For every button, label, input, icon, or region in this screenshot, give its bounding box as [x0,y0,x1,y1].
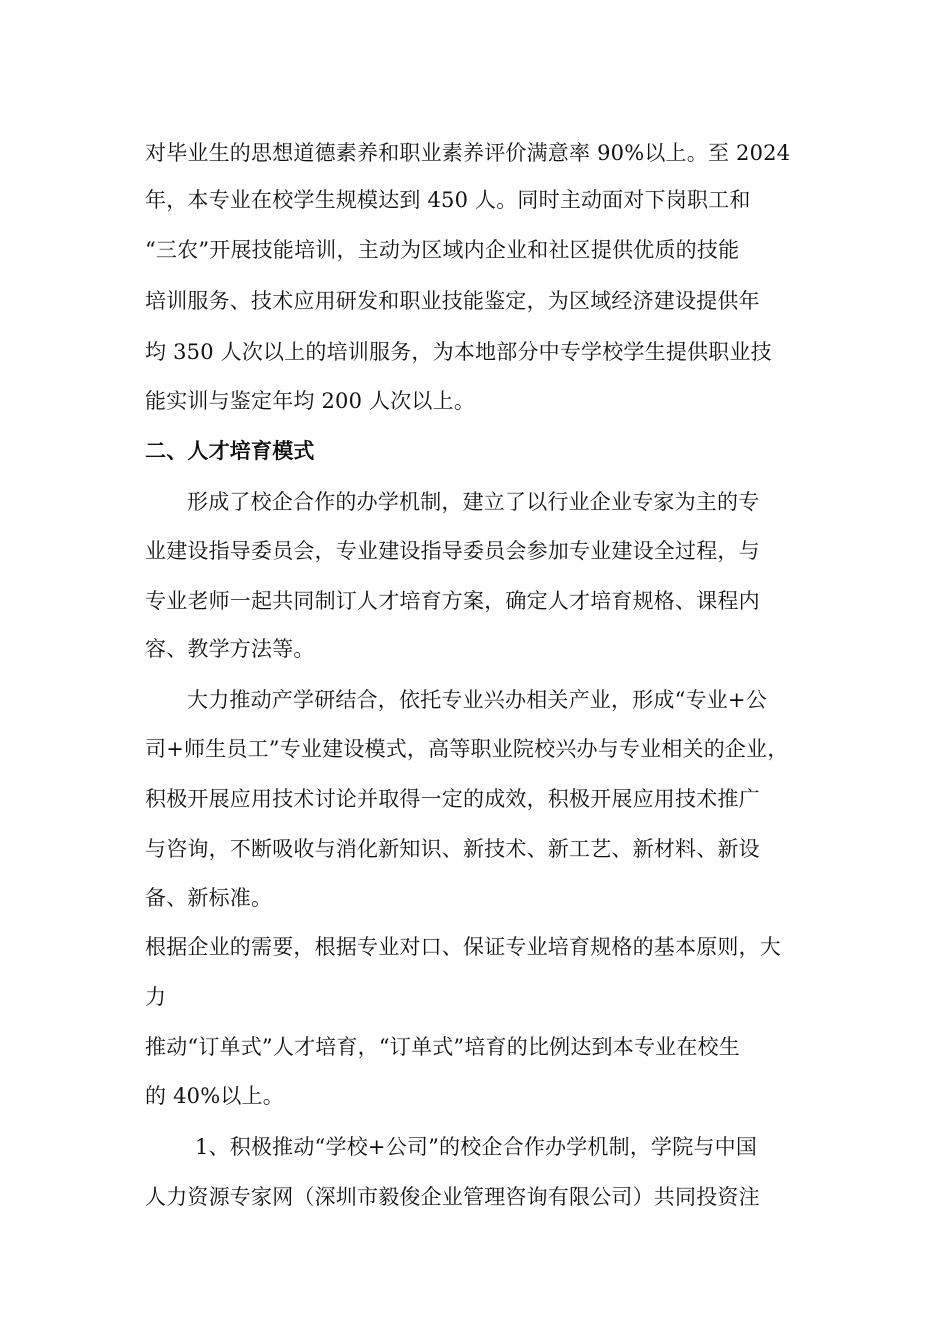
paragraph-line: 备、新标准。 [145,886,273,910]
paragraph-line: 形成了校企合作的办学机制，建立了以行业企业专家为主的专 [187,490,760,514]
section-heading: 二、人才培育模式 [145,438,315,463]
paragraph-line: 年，本专业在校学生规模达到 450 人。同时主动面对下岗职工和 [145,188,751,212]
paragraph-line: 容、教学方法等。 [145,637,315,661]
paragraph-line: 能实训与鉴定年均 200 人次以上。 [145,389,476,413]
paragraph-line: 积极开展应用技术讨论并取得一定的成效，积极开展应用技术推广 [145,787,760,811]
paragraph-line: 根据企业的需要，根据专业对口、保证专业培育规格的基本原则，大 [145,935,781,959]
paragraph-line: 培训服务、技术应用研发和职业技能鉴定，为区域经济建设提供年 [145,289,760,313]
paragraph-line: 司+师生员工”专业建设模式，高等职业院校兴办与专业相关的企业， [145,737,789,761]
paragraph-line: 的 40%以上。 [145,1084,284,1108]
paragraph-line: 专业老师一起共同制订人才培育方案，确定人才培育规格、课程内 [145,589,760,613]
paragraph-line: 对毕业生的思想道德素养和职业素养评价满意率 90%以上。至 2024 [145,141,791,165]
paragraph-line: 人力资源专家网（深圳市毅俊企业管理咨询有限公司）共同投资注 [145,1185,760,1209]
paragraph-line: 业建设指导委员会，专业建设指导委员会参加专业建设全过程，与 [145,539,760,563]
paragraph-line: 均 350 人次以上的培训服务，为本地部分中专学校学生提供职业技 [145,340,772,364]
paragraph-line: 与咨询，不断吸收与消化新知识、新技术、新工艺、新材料、新设 [145,837,760,861]
paragraph-line: 1、积极推动“学校+公司”的校企合作办学机制，学院与中国 [195,1135,758,1159]
paragraph-line: 推动“订单式”人才培育，“订单式”培育的比例达到本专业在校生 [145,1035,740,1059]
paragraph-line: “三农”开展技能培训，主动为区域内企业和社区提供优质的技能 [145,238,740,262]
paragraph-line: 大力推动产学研结合，依托专业兴办相关产业，形成“专业+公 [187,688,767,712]
paragraph-line: 力 [145,985,167,1009]
